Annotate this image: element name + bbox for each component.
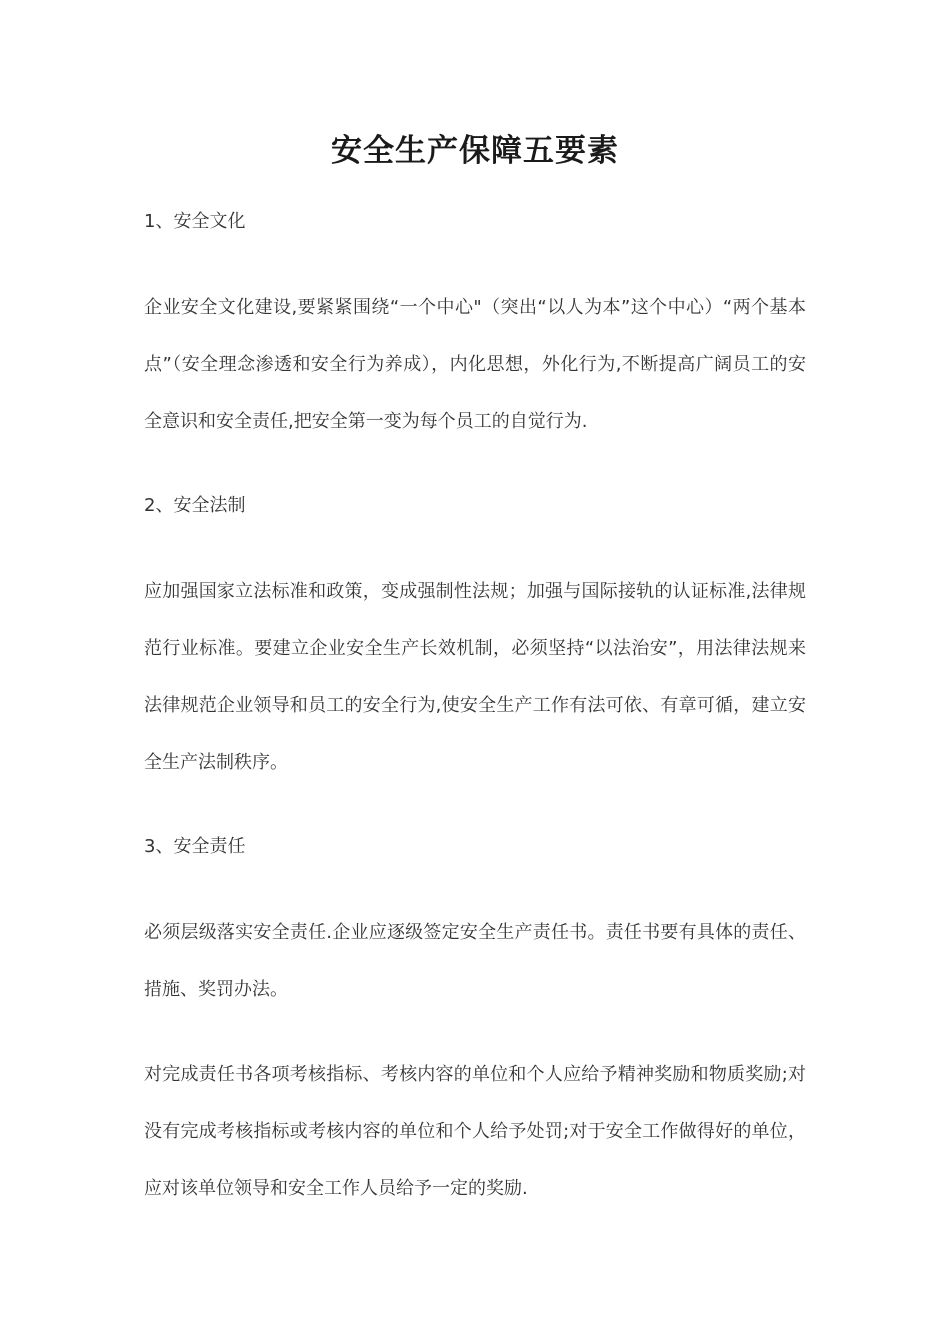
section-paragraph-safety-legal-system: 应加强国家立法标准和政策，变成强制性法规；加强与国际接轨的认证标准,法律规范行业标准。要建立企业安全生产长效机制，必须坚持“以法治安”，用法律法规来法律规范企业领导和员工的安全行为,使安全生产工作有法可依、有章可循，建立安全生产法制秩序。 bbox=[144, 581, 806, 773]
section-paragraph-safety-culture: 企业安全文化建设,要紧紧围绕“一个中心"（突出“以人为本”这个中心）“两个基本点”（安全理念渗透和安全行为养成），内化思想，外化行为,不断提高广阔员工的安全意识和安全责任,把安全第一变为每个员工的自觉行为. bbox=[144, 297, 806, 432]
section-heading-safety-culture: 1、安全文化 bbox=[144, 211, 246, 232]
section-heading-safety-responsibility: 3、安全责任 bbox=[144, 836, 246, 857]
section-paragraph-safety-responsibility-1: 必须层级落实安全责任.企业应逐级签定安全生产责任书。责任书要有具体的责任、措施、奖罚办法。 bbox=[144, 922, 806, 1000]
section-paragraph-safety-responsibility-2: 对完成责任书各项考核指标、考核内容的单位和个人应给予精神奖励和物质奖励;对没有完成考核指标或考核内容的单位和个人给予处罚;对于安全工作做得好的单位，应对该单位领导和安全工作人员给予一定的奖励. bbox=[144, 1064, 806, 1199]
section-heading-safety-legal-system: 2、安全法制 bbox=[144, 495, 246, 516]
document-title: 安全生产保障五要素 bbox=[331, 133, 619, 169]
